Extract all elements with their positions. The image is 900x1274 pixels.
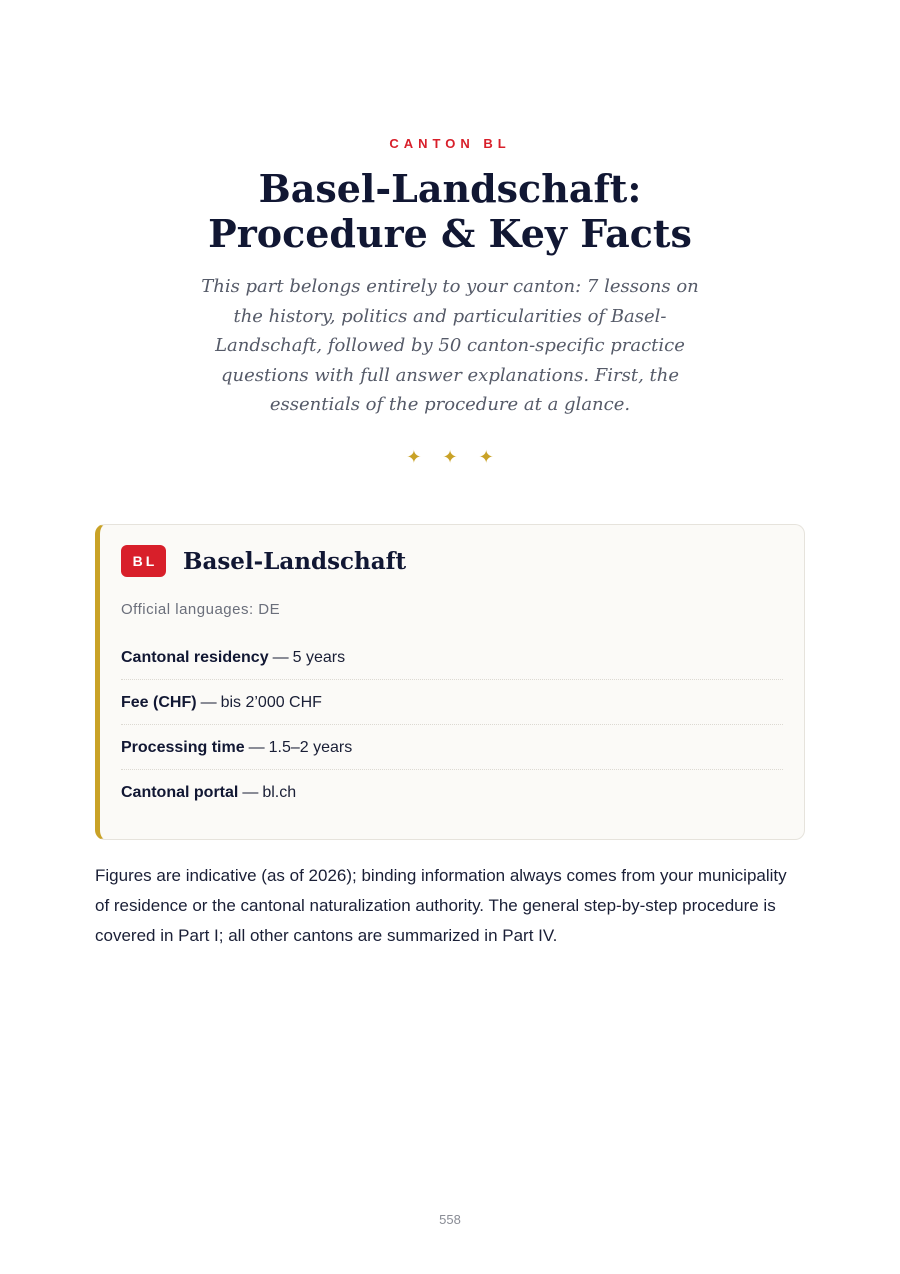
fact-fee bbox=[121, 680, 783, 725]
facts-list bbox=[121, 635, 783, 815]
fact-cantonal-residency bbox=[121, 635, 783, 680]
official-languages: Official languages: DE bbox=[121, 601, 281, 618]
fact-separator: — bbox=[248, 739, 265, 756]
fact-separator: — bbox=[200, 694, 217, 711]
disclaimer-note: Figures are indicative (as of 2026); binding information always comes from your municipality of residence or the cantonal naturalization authority. The general step-by-step procedure is covered in Part I; all other cantons are summarized in Part IV. bbox=[95, 866, 787, 945]
star-icon: ✦ bbox=[442, 447, 458, 467]
fact-label: Cantonal residency bbox=[121, 649, 269, 666]
page-title-line-2: Procedure & Key Facts bbox=[208, 211, 692, 256]
intro-paragraph: This part belongs entirely to your canton: 7 lessons on the history, politics and particularities of Basel-Landschaft, followed by 50 canton-specific practice questions with full answer explanations. First, the essentials of the procedure at a glance. bbox=[201, 276, 699, 415]
star-icon: ✦ bbox=[478, 447, 494, 467]
canton-facts-card bbox=[95, 524, 805, 840]
fact-value: 5 years bbox=[292, 649, 346, 666]
fact-value: 1.5–2 years bbox=[268, 739, 353, 756]
card-header bbox=[121, 545, 406, 577]
canton-kicker: CANTON BL bbox=[389, 136, 511, 151]
page-title bbox=[100, 166, 800, 256]
fact-separator: — bbox=[272, 649, 289, 666]
fact-value: bl.ch bbox=[262, 784, 297, 801]
fact-label: Fee (CHF) bbox=[121, 694, 197, 711]
fact-value: bis 2’000 CHF bbox=[220, 694, 322, 711]
fact-label: Processing time bbox=[121, 739, 245, 756]
fact-processing-time bbox=[121, 725, 783, 770]
fact-label: Cantonal portal bbox=[121, 784, 239, 801]
card-title: Basel-Landschaft bbox=[183, 547, 407, 575]
page-number: 558 bbox=[439, 1212, 461, 1227]
star-icon: ✦ bbox=[406, 447, 422, 467]
star-ornament bbox=[0, 447, 900, 468]
page-title-line-1: Basel-Landschaft: bbox=[258, 166, 642, 211]
canton-badge: BL bbox=[121, 545, 166, 577]
fact-separator: — bbox=[242, 784, 259, 801]
fact-cantonal-portal bbox=[121, 770, 783, 815]
